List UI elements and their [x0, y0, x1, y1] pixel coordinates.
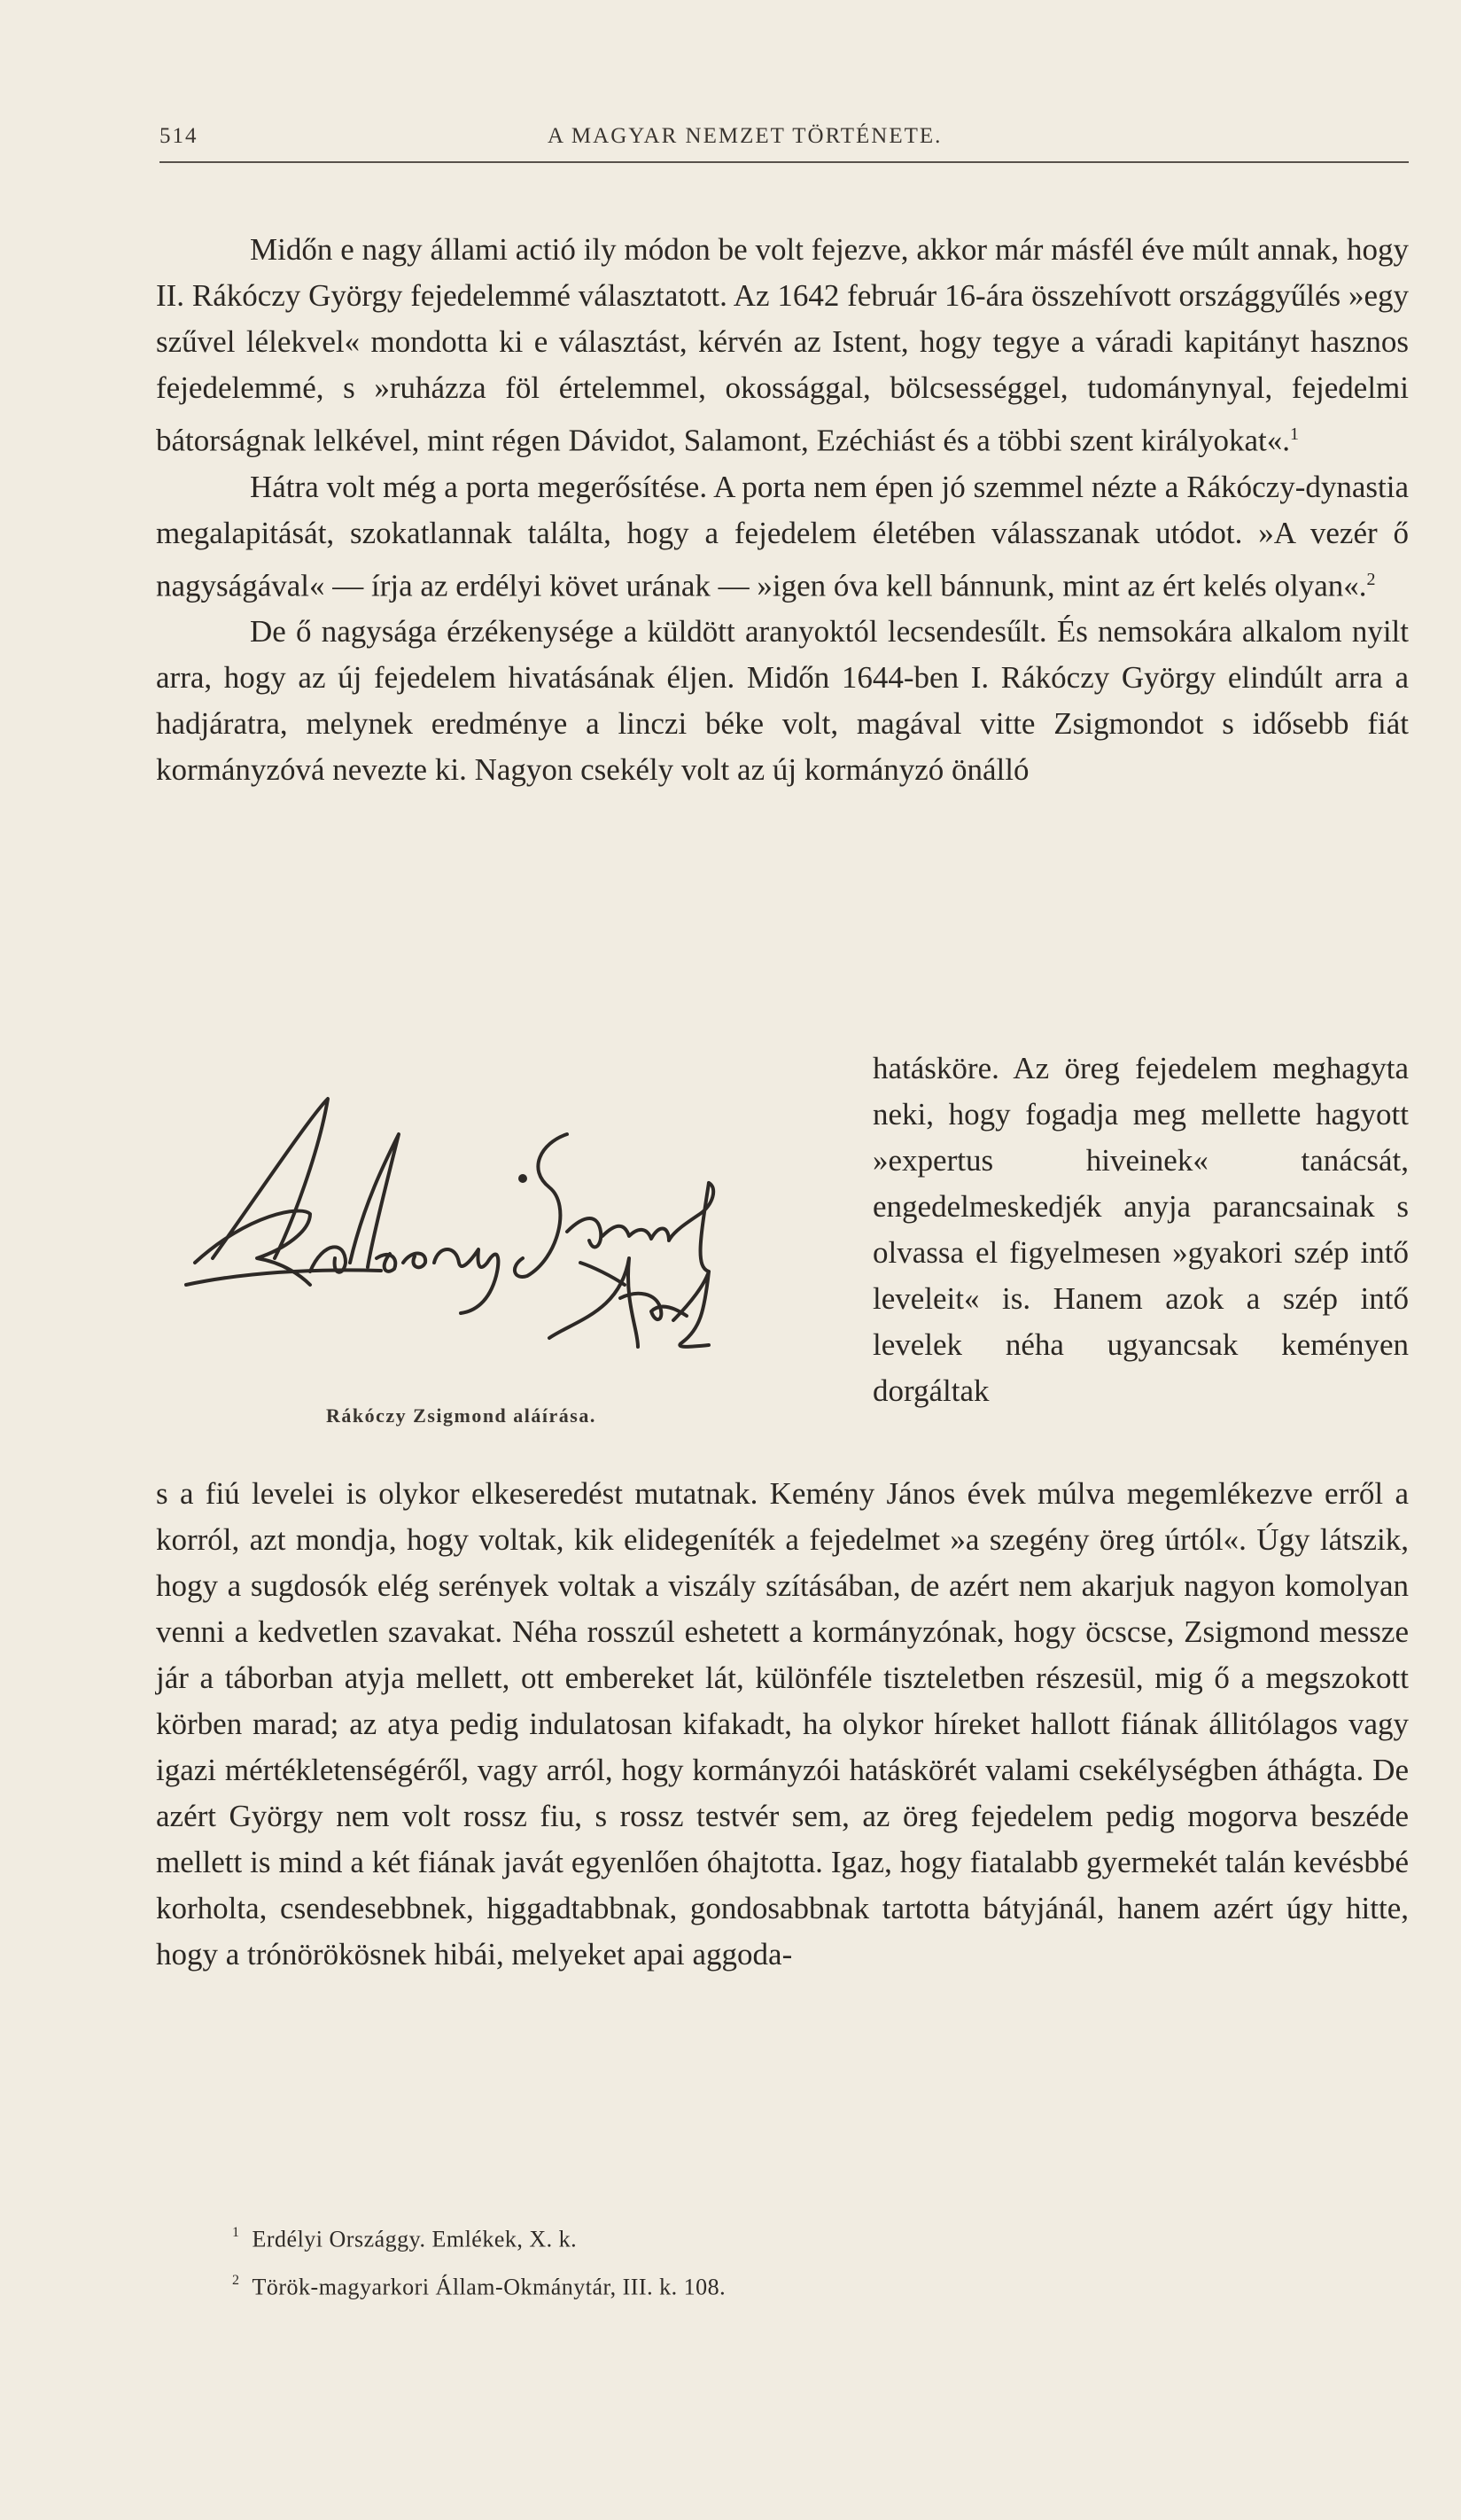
header-rule	[159, 161, 1409, 163]
paragraph-2: Hátra volt még a porta megerősítése. A porta nem épen jó szemmel nézte a Rákóczy-dynastia megalapitását, szokatlannak találta, hogy a fejedelem életében válasszanak utódot. »A vezér ő nagyságával« — írja az erdélyi követ urának — »igen óva kell bánnunk, mint az ért kelés olyan«.$^2$	[156, 469, 1409, 603]
narrow-paragraph: hatásköre. Az öreg fejedelem meghagyta neki, hogy fogadja meg mellette hagyott »expertus hiveinek« tanácsát, engedelmeskedjék anyja parancsainak s olvassa el figyelmesen »gyakori szép intő leveleit« is. Hanem azok a szép intő levelek néha ugyancsak keményen dorgáltak	[873, 1051, 1409, 1408]
narrow-column-text	[873, 1046, 1409, 1414]
paragraph-3: De ő nagysága érzékenysége a küldött aranyoktól lecsendesűlt. És nemsokára alkalom nyilt arra, hogy az új fejedelem hivatásának éljen. Midőn 1644-ben I. Rákóczy György elindúlt arra a hadjáratra, melynek eredménye a linczi béke volt, magával vitte Zsigmondot s idősebb fiát kormányzóvá nevezte ki. Nagyon csekély volt az új kormányzó önálló	[156, 614, 1409, 788]
signature-caption: Rákóczy Zsigmond aláírása.	[326, 1404, 596, 1427]
paragraph-1: Midőn e nagy állami actió ily módon be volt fejezve, akkor már másfél éve múlt annak, hogy II. Rákóczy György fejedelemmé választatott. Az 1642 február 16-ára összehívott országgyűlés »egy szűvel lélekvel« mondotta ki e választást, kérvén az Istent, hogy tegye a váradi kapitányt hasznos fejedelemmé, s »ruházza föl értelemmel, okossággal, bölcsességgel, tudománynyal, fejedelmi bátorságnak lelkével, mint régen Dávidot, Salamont, Ezéchiást és a többi szent királyokat«.$^1$	[156, 232, 1409, 458]
footnote-ref-2: 2	[1366, 569, 1376, 589]
paragraph-continuation: s a fiú levelei is olykor elkeseredést mutatnak. Kemény János évek múlva megemlékezve erről a korról, azt mondja, hogy voltak, kik elidegeníték a fejedelmet »a szegény öreg úrtól«. Úgy látszik, hogy a sugdosók elég serények voltak a viszály szításában, de azért nem akarjuk nagyon komolyan venni a kedvetlen szavakat. Néha rosszúl eshetett a kormányzónak, hogy öcscse, Zsigmond messze jár a táborban atyja mellett, ott embereket lát, különféle tiszteletben részesül, mig ő a megszokott körben marad; az atya pedig indulatosan kifakadt, ha olykor híreket hallott fiának állitólagos vagy igazi mértékletenségéről, vagy arról, hogy kormányzói hatáskörét valami csekélységben áthágta. De azért György nem volt rossz fiu, s rossz testvér sem, az öreg fejedelem pedig mogorva beszéde mellett is mind a két fiának javát egyenlően óhajtotta. Igaz, hogy fiatalabb gyermekét talán kevésbbé korholta, csendesebbnek, higgadtabbnak, gondosabbnak tartotta bátyjánál, hanem azért úgy hitte, hogy a trónörökösnek hibái, melyeket apai aggoda-	[156, 1476, 1409, 1972]
footnotes	[232, 2213, 1295, 2308]
signature-image	[177, 1081, 851, 1391]
body-text-top	[156, 227, 1409, 793]
body-text-bottom	[156, 1471, 1409, 1978]
footnote-ref-1: 1	[1290, 424, 1300, 444]
page-number: 514	[159, 124, 198, 148]
footnote-2: $^2$ Török-magyarkori Állam-Okmánytár, III. k. 108.	[232, 2272, 727, 2300]
page-header	[159, 124, 1409, 163]
running-title: A MAGYAR NEMZET TÖRTÉNETE.	[548, 124, 943, 148]
footnote-1: $^1$ Erdélyi Országgy. Emlékek, X. k.	[232, 2225, 578, 2252]
